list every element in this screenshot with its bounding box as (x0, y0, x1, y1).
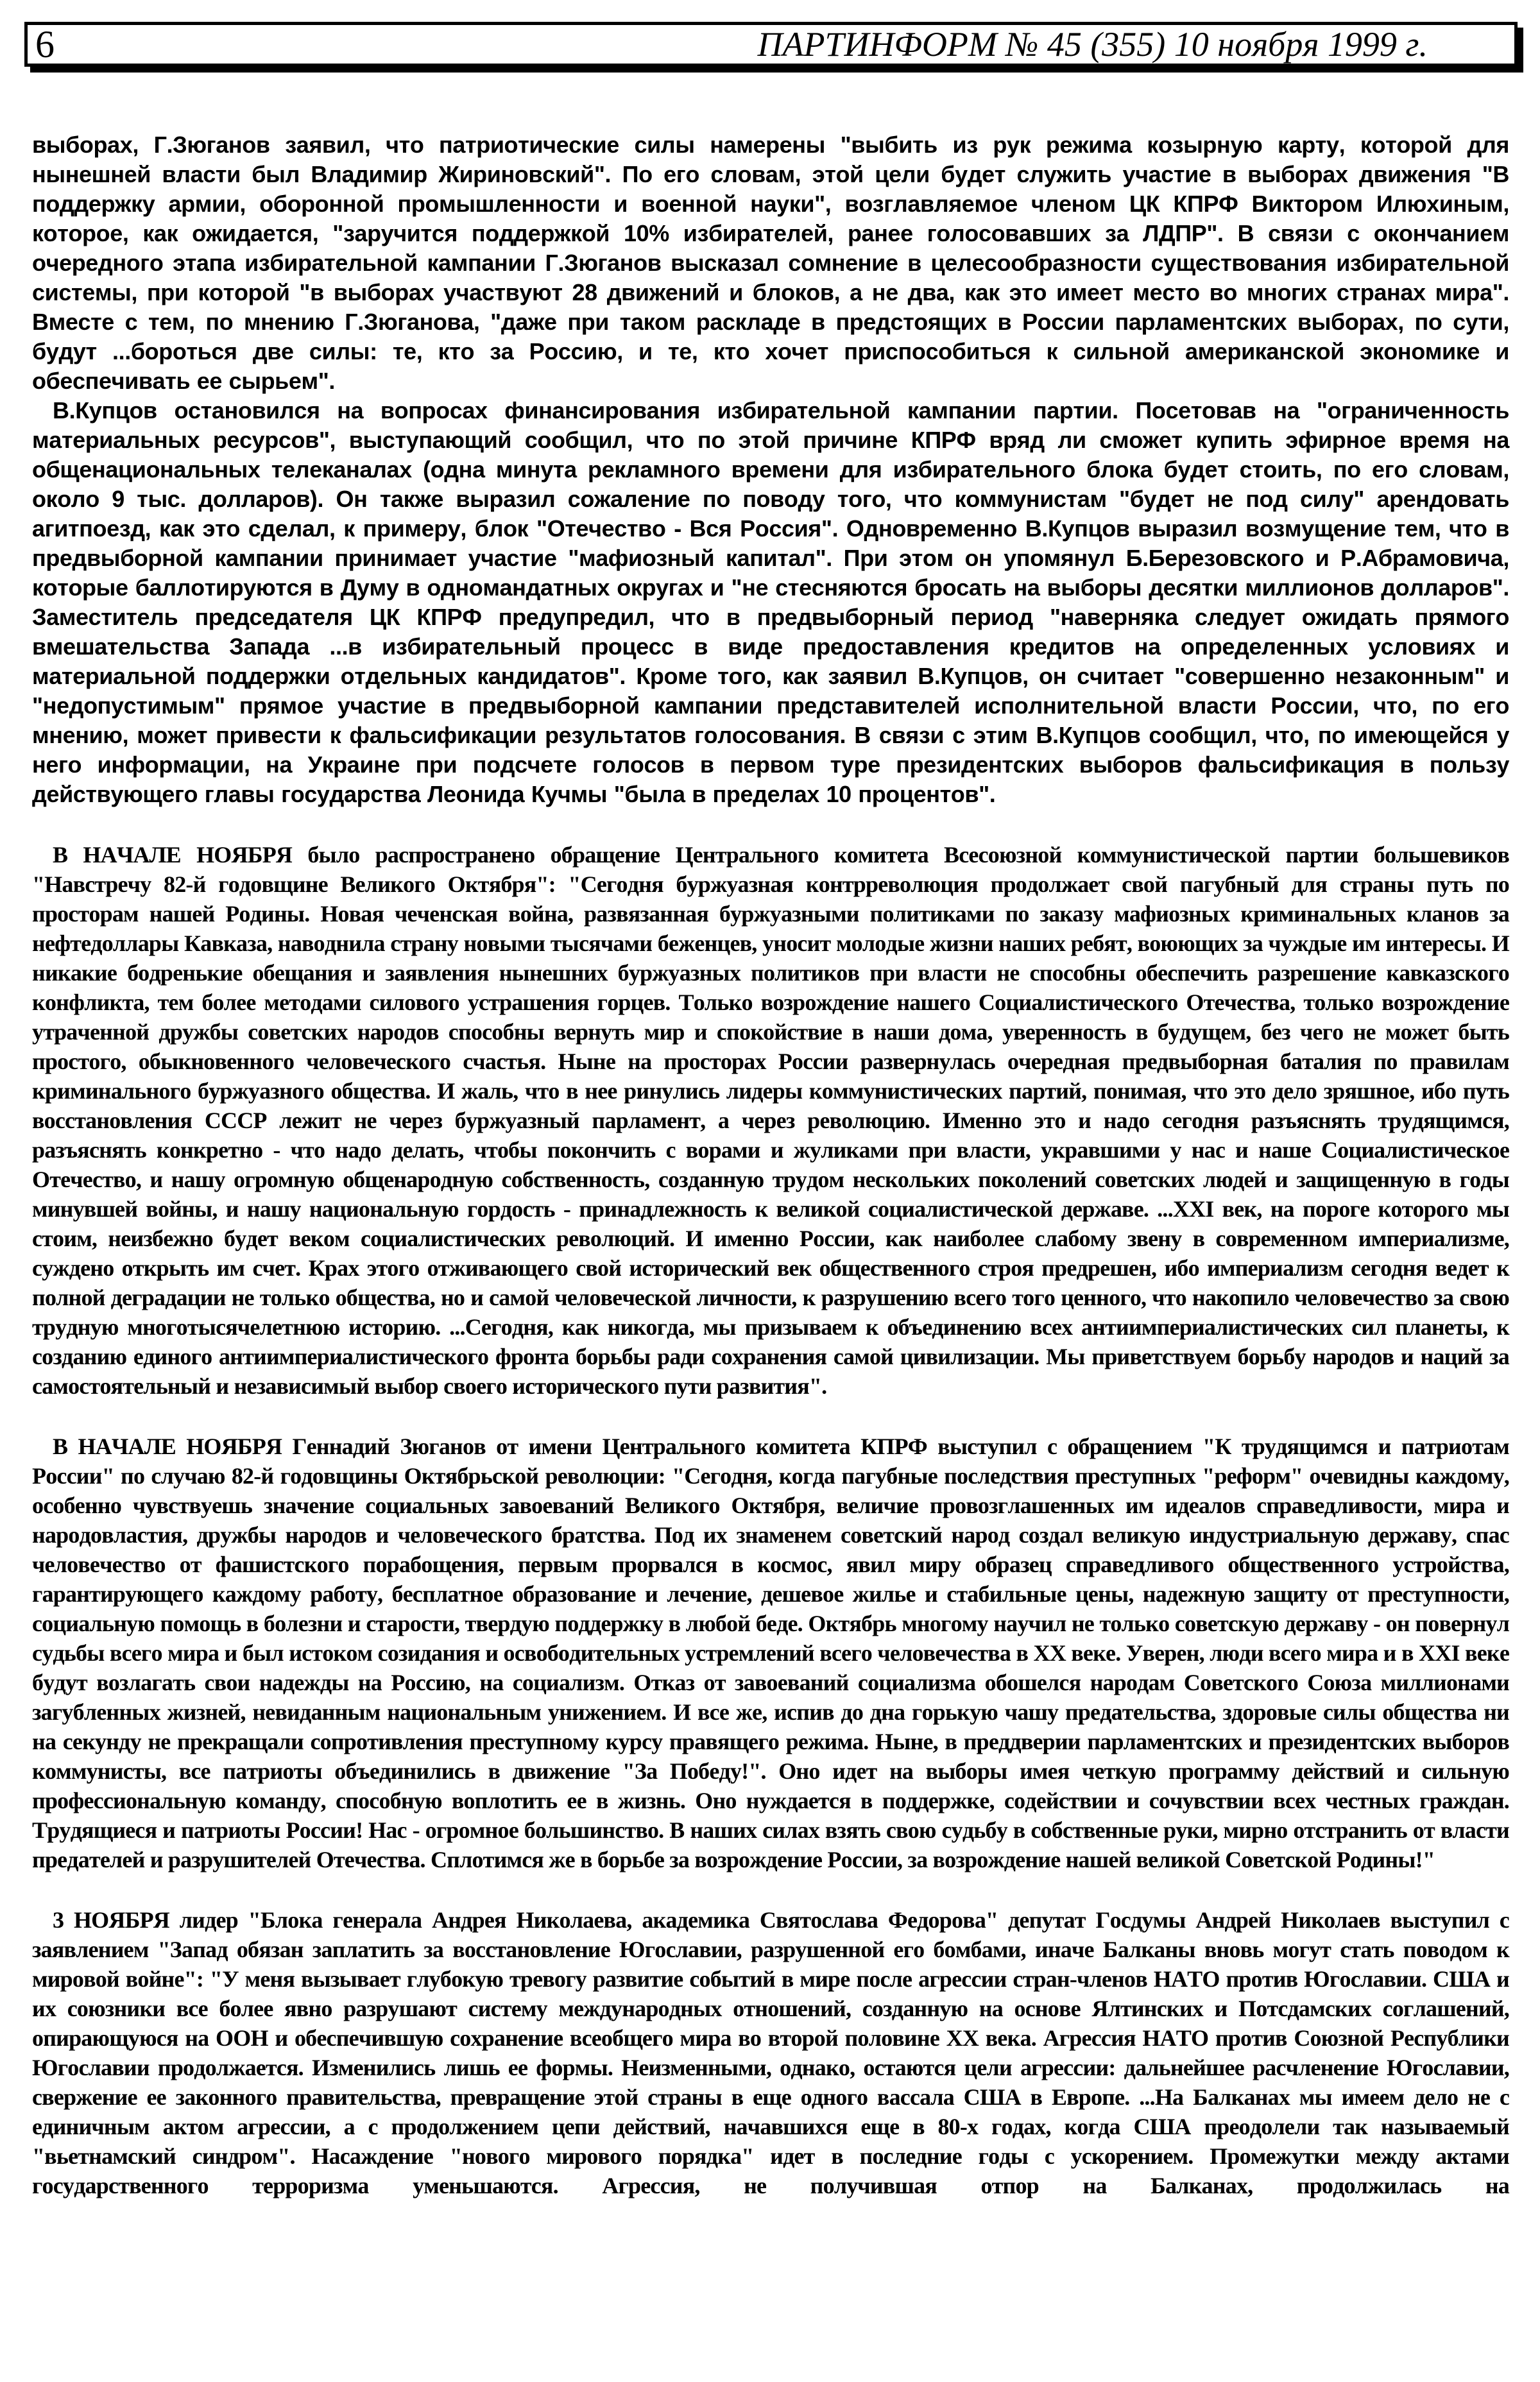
issue-title: ПАРТИНФОРМ № 45 (355) 10 ноября 1999 г. (757, 25, 1428, 64)
paragraph-kuptsov-financing: В.Купцов остановился на вопросах финансирования избирательной кампании партии. Посетовав на "ограниченность материальных ресурсов", выступающий сообщил, что по этой причине КПРФ вряд ли сможет купить эфирное время на общенациональных телеканалах (одна минута рекламного времени для избирательного блока будет стоить, по его словам, около 9 тыс. долларов). Он также выразил сожаление по поводу того, что коммунистам "будет не под силу" арендовать агитпоезд, как это сделал, к примеру, блок "Отечество - Вся Россия". Одновременно В.Купцов выразил возмущение тем, что в предвыборной кампании принимает участие "мафиозный капитал". При этом он упомянул Б.Березовского и Р.Абрамовича, которые баллотируются в Думу в одномандатных округах и "не стесняются бросать на выборы десятки миллионов долларов". Заместитель председателя ЦК КПРФ предупредил, что в предвыборный период "наверняка следует ожидать прямого вмешательства Запада ...в избирательный процесс в виде предоставления кредитов на определенных условиях и материальной поддержки отдельных кандидатов". Кроме того, как заявил В.Купцов, он считает "совершенно незаконным" и "недопустимым" прямое участие в предвыборной кампании представителей исполнительной власти России, что, по его мнению, может привести к фальсификации результатов голосования. В связи с этим В.Купцов сообщил, что, по имеющейся у него информации, на Украине при подсчете голосов в первом туре президентских выборов фальсификация в пользу действующего главы государства Леонида Кучмы "была в пределах 10 процентов". (32, 397, 1509, 807)
article-body (32, 130, 1509, 2200)
paragraph-zyuganov-elections: выборах, Г.Зюганов заявил, что патриотические силы намерены "выбить из рук режима козырную карту, которой для нынешней власти был Владимир Жириновский". По его словам, этой цели будет служить участие в выборах движения "В поддержку армии, оборонной промышленности и военной науки", возглавляемое членом ЦК КПРФ Виктором Илюхиным, которое, как ожидается, "заручится поддержкой 10% избирателей, ранее голосовавших за ЛДПР". В связи с окончанием очередного этапа избирательной кампании Г.Зюганов высказал сомнение в целесообразности существования избирательной системы, при которой "в выборах участвуют 28 движений и блоков, а не два, как это имеет место во многих странах мира". Вместе с тем, по мнению Г.Зюганова, "даже при таком раскладе в предстоящих в России парламентских выборах, по сути, будут ...бороться две силы: те, кто за Россию, и те, кто хочет приспособиться к сильной американской экономике и обеспечивать ее сырьем". (32, 132, 1509, 394)
paragraph-vkpb-october-appeal: В НАЧАЛЕ НОЯБРЯ было распространено обращение Центрального комитета Всесоюзной коммунистической партии большевиков "Навстречу 82-й годовщине Великого Октября": "Сегодня буржуазная контрреволюция продолжает свой пагубный для страны путь по просторам нашей Родины. Новая чеченская война, развязанная буржуазными политиками по заказу мафиозных криминальных кланов за нефтедоллары Кавказа, наводнила страну новыми тысячами беженцев, уносит молодые жизни наших ребят, воюющих за чуждые им интересы. И никакие бодренькие обещания и заявления нынешних буржуазных политиков при власти не способны обеспечить разрешение кавказского конфликта, тем более методами силового устрашения горцев. Только возрождение нашего Социалистического Отечества, только возрождение утраченной дружбы советских народов способны вернуть мир и спокойствие в наши дома, уверенность в будущем, без чего не может быть простого, обыкновенного человеческого счастья. Ныне на просторах России развернулась очередная предвыборная баталия по правилам криминального буржуазного общества. И жаль, что в нее ринулись лидеры коммунистических партий, понимая, что это дело зряшное, ибо путь восстановления СССР лежит не через буржуазный парламент, а через революцию. Именно это и надо сегодня разъяснять трудящимся, разъяснять конкретно - что надо делать, чтобы покончить с ворами и жуликами при власти, укравшими у нас и наше Социалистическое Отечество, и нашу огромную общенародную собственность, созданную трудом нескольких поколений советских людей и защищенную в годы минувшей войны, и нашу национальную гордость - принадлежность к великой социалистической державе. ...XXI век, на пороге которого мы стоим, неизбежно будет веком социалистических революций. И именно России, как наиболее слабому звену в современном империализме, суждено открыть им счет. Крах этого отживающего свой исторический век общественного строя предрешен, ибо империализм сегодня ведет к полной деградации не только общества, но и самой человеческой личности, к разрушению всего того ценного, что накопило человечество за свою трудную многотысячелетнюю историю. ...Сегодня, как никогда, мы призываем к объединению всех антиимпериалистических сил планеты, к созданию единого антиимпериалистического фронта борьбы ради сохранения самой цивилизации. Мы приветствуем борьбу народов и наций за самостоятельный и независимый выбор своего исторического пути развития". (32, 842, 1509, 1399)
page-header (24, 22, 1518, 67)
paragraph-zyuganov-kprf-appeal: В НАЧАЛЕ НОЯБРЯ Геннадий Зюганов от имени Центрального комитета КПРФ выступил с обращением "К трудящимся и патриотам России" по случаю 82-й годовщины Октябрьской революции: "Сегодня, когда пагубные последствия преступных "реформ" очевидны каждому, особенно чувствуешь значение социальных завоеваний Великого Октября, величие провозглашенных им идеалов справедливости, мира и народовластия, дружбы народов и человеческого братства. Под их знаменем советский народ создал великую индустриальную державу, спас человечество от фашистского порабощения, первым прорвался в космос, явил миру образец справедливого общественного устройства, гарантирующего каждому работу, бесплатное образование и лечение, дешевое жилье и стабильные цены, надежную защиту от преступности, социальную помощь в болезни и старости, твердую поддержку в любой беде. Октябрь многому научил не только советскую державу - он повернул судьбы всего мира и был истоком созидания и освободительных устремлений всего человечества в XX веке. Уверен, люди всего мира и в XXI веке будут возлагать свои надежды на Россию, на социализм. Отказ от завоеваний социализма обошелся народам Советского Союза миллионами загубленных жизней, невиданным национальным унижением. И все же, испив до дна горькую чашу предательства, здоровые силы общества ни на секунду не прекращали сопротивления преступному курсу правящего режима. Ныне, в преддверии парламентских и президентских выборов коммунисты, все патриоты объединились в движение "За Победу!". Оно идет на выборы имея четкую программу действий и сильную профессиональную команду, способную воплотить ее в жизнь. Оно нуждается в поддержке, содействии и сочувствии всех честных граждан. Трудящиеся и патриоты России! Нас - огромное большинство. В наших силах взять свою судьбу в собственные руки, мирно отстранить от власти предателей и разрушителей Отечества. Сплотимся же в борьбе за возрождение России, за возрождение нашей великой Советской Родины!" (32, 1434, 1509, 1872)
paragraph-nikolaev-statement: 3 НОЯБРЯ лидер "Блока генерала Андрея Николаева, академика Святослава Федорова" депутат Госдумы Андрей Николаев выступил с заявлением "Запад обязан заплатить за восстановление Югославии, разрушенной его бомбами, иначе Балканы вновь могут стать поводом к мировой войне": "У меня вызывает глубокую тревогу развитие событий в мире после агрессии стран-членов НАТО против Югославии. США и их союзники все более явно разрушают систему международных отношений, созданную на основе Ялтинских и Потсдамских соглашений, опирающуюся на ООН и обеспечившую сохранение всеобщего мира во второй половине XX века. Агрессия НАТО против Союзной Республики Югославии продолжается. Изменились лишь ее формы. Неизменными, однако, остаются цели агрессии: дальнейшее расчленение Югославии, свержение ее законного правительства, превращение этой страны в еще одного вассала США в Европе. ...На Балканах мы имеем дело не с единичным актом агрессии, а с продолжением цепи действий, начавшихся еще в 80-х годах, когда США преодолели так называемый "вьетнамский синдром". Насаждение "нового мирового порядка" идет в последние годы с ускорением. Промежутки между актами государственного терроризма уменьшаются. Агрессия, не получившая отпор на Балканах, продолжилась на (32, 1907, 1509, 2198)
page-number: 6 (35, 23, 55, 65)
